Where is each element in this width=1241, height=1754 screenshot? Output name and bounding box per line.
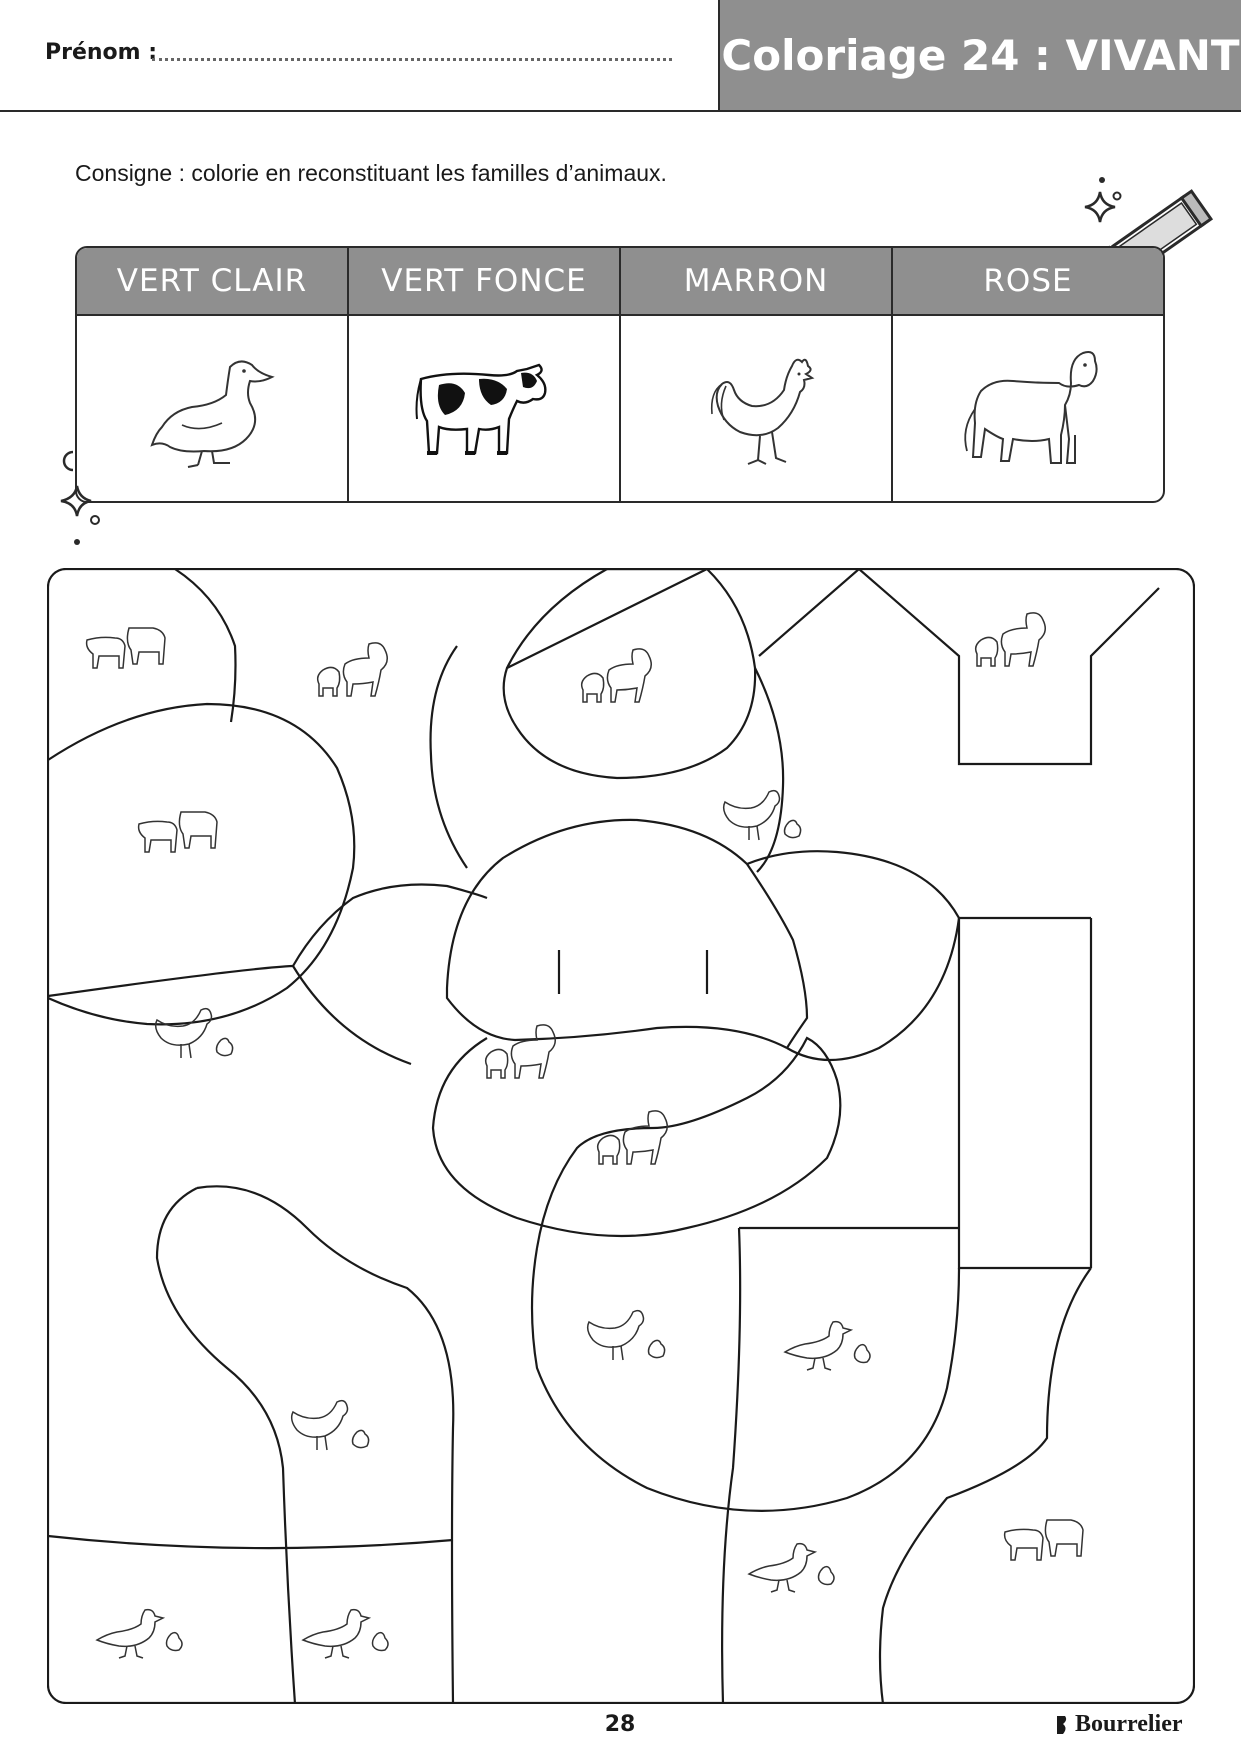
legend-color-label: MARRON xyxy=(621,248,891,316)
rooster-icon xyxy=(696,344,816,474)
cow-family-icon xyxy=(87,628,165,668)
legend-column-dark-green xyxy=(349,248,621,501)
lion-family-icon xyxy=(598,1111,668,1164)
lion-family-icon xyxy=(976,613,1046,666)
duck-family-icon xyxy=(303,1610,388,1658)
publisher-logo xyxy=(1055,1711,1183,1738)
cow-family-icon xyxy=(139,812,217,852)
lion-family-icon xyxy=(486,1025,556,1078)
legend-color-label: ROSE xyxy=(893,248,1163,316)
hen-family-icon xyxy=(724,791,801,840)
cow-icon xyxy=(409,349,559,469)
name-label: Prénom : xyxy=(45,40,158,65)
legend-color-label: VERT CLAIR xyxy=(77,248,347,316)
duck-family-icon xyxy=(97,1610,182,1658)
legend-color-label: VERT FONCE xyxy=(349,248,619,316)
worksheet-title: Coloriage 24 : VIVANT xyxy=(718,0,1241,112)
instruction-text: Consigne : colorie en reconstituant les familles d’animaux. xyxy=(75,160,667,186)
lion-family-icon xyxy=(318,643,388,696)
hen-family-icon xyxy=(588,1311,665,1360)
sparkle-icon xyxy=(1075,172,1125,232)
publisher-name: Bourrelier xyxy=(1075,1711,1183,1737)
duck-icon xyxy=(142,349,282,469)
legend-column-pink xyxy=(893,248,1163,501)
page-header xyxy=(0,0,1241,112)
legend-column-light-green xyxy=(77,248,349,501)
duck-family-icon xyxy=(749,1544,834,1592)
bourrelier-logo-icon xyxy=(1055,1714,1069,1736)
lioness-icon xyxy=(953,339,1103,479)
hen-family-icon xyxy=(156,1009,233,1058)
hen-family-icon xyxy=(292,1401,369,1450)
duck-family-icon xyxy=(785,1322,870,1370)
name-field[interactable] xyxy=(152,44,672,61)
legend-column-brown xyxy=(621,248,893,501)
color-legend xyxy=(75,246,1165,503)
cow-family-icon xyxy=(1005,1520,1083,1560)
page-number: 28 xyxy=(604,1712,636,1737)
lion-family-icon xyxy=(582,649,652,702)
coloring-puzzle xyxy=(47,568,1195,1704)
header-divider xyxy=(0,110,720,112)
